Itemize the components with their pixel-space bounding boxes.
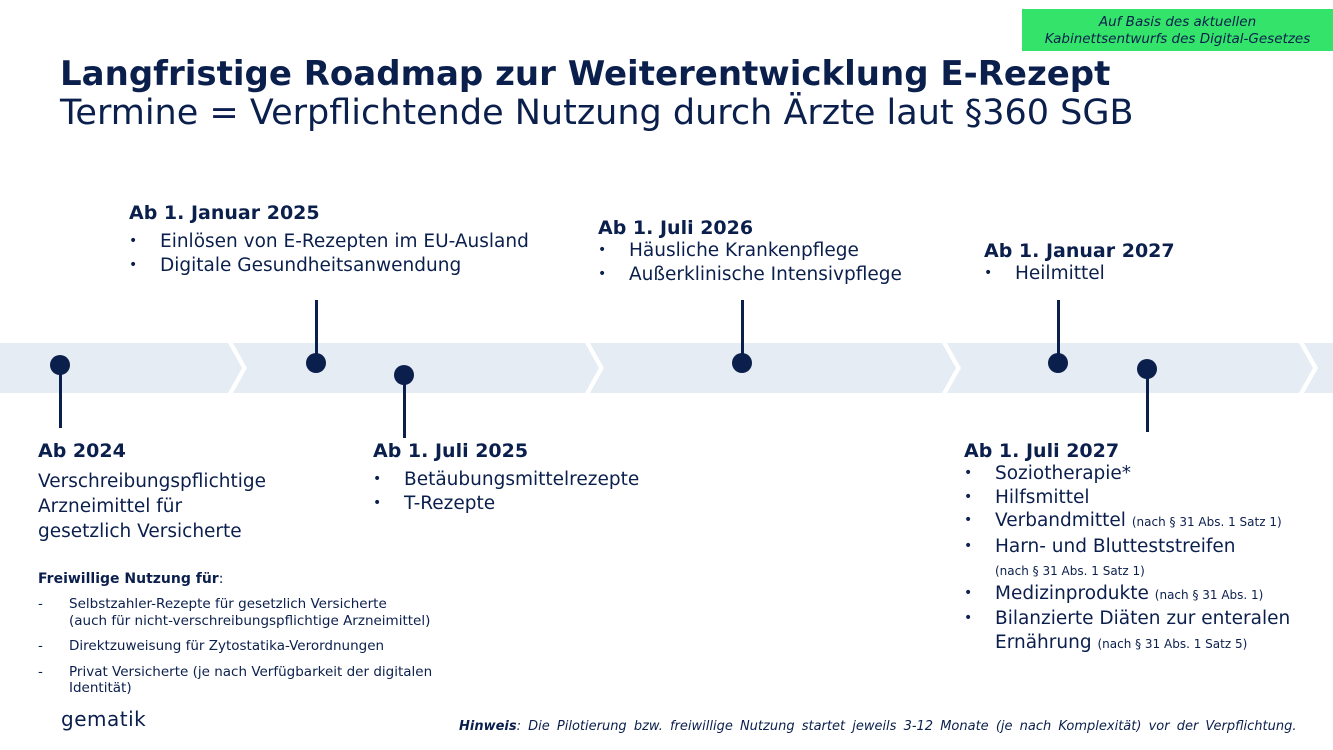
footnote-text: : Die Pilotierung bzw. freiwillige Nutzung startet jeweils 3-12 Monate (je nach Komplexität) vor der Verpflichtung. xyxy=(516,719,1297,734)
marker-jul2025-stem xyxy=(403,382,406,438)
milestone-jan2027-list xyxy=(984,262,1175,286)
draft-basis-badge xyxy=(1022,9,1333,51)
list-item xyxy=(964,509,1290,535)
item-reference: (nach § 31 Abs. 1) xyxy=(1154,587,1264,602)
milestone-jul2025-list xyxy=(373,468,639,515)
item-text: Verbandmittel xyxy=(995,510,1126,531)
voluntary-use-section xyxy=(38,571,432,706)
milestone-2024 xyxy=(38,440,266,544)
milestone-jan2027-heading: Ab 1. Januar 2027 xyxy=(984,240,1175,262)
item-line: (auch für nicht-verschreibungspflichtige Arzneimittel) xyxy=(69,612,431,629)
milestone-jul2027-heading: Ab 1. Juli 2027 xyxy=(964,440,1120,462)
list-item xyxy=(964,535,1290,582)
marker-jan2027-stem xyxy=(1057,300,1060,358)
item-text: Harn- und Blutteststreifen xyxy=(995,535,1236,557)
marker-jul2026-stem xyxy=(741,300,744,358)
list-item xyxy=(38,596,432,629)
milestone-jul2026-list xyxy=(598,239,902,286)
item-text: Medizinprodukte xyxy=(995,582,1149,604)
list-item: • Außerklinische Intensivpflege xyxy=(598,263,902,287)
footnote xyxy=(459,719,1297,734)
timeline-segment-2 xyxy=(233,343,599,393)
list-item: • Häusliche Krankenpflege xyxy=(598,239,902,263)
voluntary-heading-text: Freiwillige Nutzung für xyxy=(38,571,219,587)
milestone-jul2026-heading: Ab 1. Juli 2026 xyxy=(598,217,754,239)
item-reference: (nach § 31 Abs. 1 Satz 5) xyxy=(1097,636,1248,651)
list-item: • Einlösen von E-Rezepten im EU-Ausland xyxy=(129,230,529,254)
milestone-jul2025 xyxy=(373,440,639,515)
list-item: • Heilmittel xyxy=(984,262,1175,286)
voluntary-use-list xyxy=(38,596,432,697)
milestone-2024-text xyxy=(38,469,266,544)
list-item xyxy=(964,607,1290,656)
milestone-jan2025 xyxy=(129,202,529,277)
item-reference: (nach § 31 Abs. 1 Satz 1) xyxy=(995,564,1145,578)
milestone-2024-line: Verschreibungspflichtige xyxy=(38,471,266,492)
marker-jan2025-dot xyxy=(306,353,326,373)
item-line: - Privat Versicherte (je nach Verfügbarkeit der digitalen xyxy=(69,663,433,680)
item-text: Hilfsmittel xyxy=(995,486,1090,508)
badge-line-1: Auf Basis des aktuellen xyxy=(1098,14,1257,30)
item-line: - Direktzuweisung für Zytostatika-Verordnungen xyxy=(69,638,385,654)
milestone-jul2025-heading: Ab 1. Juli 2025 xyxy=(373,440,529,462)
item-line: - Selbstzahler-Rezepte für gesetzlich Versicherte xyxy=(69,596,387,612)
page-subtitle: Termine = Verpflichtende Nutzung durch Ärzte laut §360 SGB xyxy=(60,93,1134,133)
list-item xyxy=(964,486,1290,510)
item-reference: (nach § 31 Abs. 1 Satz 1) xyxy=(1131,515,1282,529)
milestone-jul2027 xyxy=(964,440,1290,656)
timeline-segment-3 xyxy=(590,343,956,393)
marker-jul2027-stem xyxy=(1146,376,1149,432)
marker-jan2027-dot xyxy=(1048,353,1068,373)
badge-line-2: Kabinettsentwurfs des Digital-Gesetzes xyxy=(1044,31,1311,47)
milestone-jul2026 xyxy=(598,217,902,286)
gematik-logo: gematik xyxy=(61,707,147,731)
list-item xyxy=(964,462,1290,486)
item-text-cont: Ernährung xyxy=(995,631,1092,653)
milestone-jan2025-heading: Ab 1. Januar 2025 xyxy=(129,202,320,224)
item-text: Bilanzierte Diäten zur enteralen xyxy=(995,608,1291,629)
marker-jan2025-stem xyxy=(315,300,318,358)
marker-jul2026-dot xyxy=(732,353,752,373)
milestone-jan2025-list xyxy=(129,230,529,277)
page-title: Langfristige Roadmap zur Weiterentwicklung E-Rezept xyxy=(60,54,1111,94)
timeline-band xyxy=(0,343,1333,393)
voluntary-heading-colon: : xyxy=(218,571,224,587)
footnote-label: Hinweis xyxy=(459,719,517,734)
marker-2024-stem xyxy=(59,372,62,428)
milestone-2024-heading: Ab 2024 xyxy=(38,440,126,462)
list-item: • T-Rezepte xyxy=(373,492,639,516)
item-text: Soziotherapie* xyxy=(995,463,1132,484)
milestone-jul2027-list xyxy=(964,462,1290,656)
list-item xyxy=(38,638,432,655)
milestone-jan2027 xyxy=(984,240,1175,286)
item-line: Identität) xyxy=(69,680,132,696)
list-item: • Digitale Gesundheitsanwendung xyxy=(129,254,529,278)
voluntary-use-heading xyxy=(38,571,432,587)
list-item xyxy=(964,582,1290,608)
milestone-2024-line: Arzneimittel für xyxy=(38,496,183,517)
list-item xyxy=(38,664,432,697)
milestone-2024-line: gesetzlich Versicherte xyxy=(38,521,242,542)
list-item: • Betäubungsmittelrezepte xyxy=(373,468,639,492)
timeline-segment-1 xyxy=(0,343,242,393)
timeline-segment-4 xyxy=(947,343,1313,393)
